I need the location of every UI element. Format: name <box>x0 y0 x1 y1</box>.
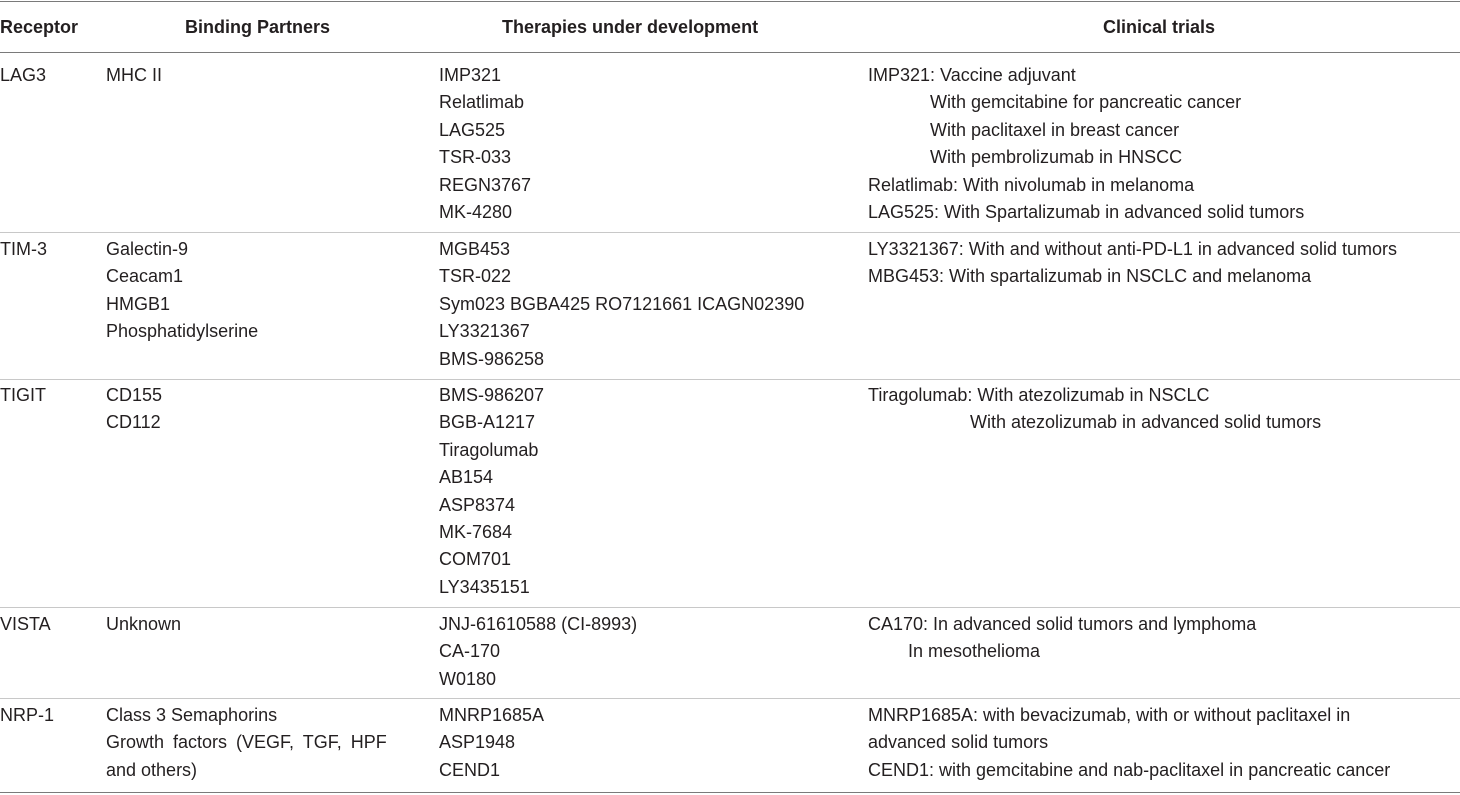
trials-cell: LY3321367: With and without anti-PD-L1 in advanced solid tumors MBG453: With spartalizumab in NSCLC and melanoma <box>868 239 1397 287</box>
header-binding-partners: Binding Partners <box>185 17 331 37</box>
top-rule <box>0 1 1460 2</box>
header-rule <box>0 52 1460 53</box>
row-divider <box>0 232 1460 233</box>
therapies-cell: MNRP1685A ASP1948 CEND1 <box>439 705 545 780</box>
trials-cell: Tiragolumab: With atezolizumab in NSCLC With atezolizumab in advanced solid tumors <box>868 385 1322 433</box>
binding-cell: CD155 CD112 <box>106 385 163 433</box>
receptor-cell: TIGIT <box>0 385 46 405</box>
row-divider <box>0 698 1460 699</box>
trials-cell: MNRP1685A: with bevacizumab, with or without paclitaxel in advanced solid tumors CEND1: with gemcitabine and nab-paclitaxel in pancreatic cancer <box>868 705 1391 780</box>
binding-cell: Galectin-9 Ceacam1 HMGB1 Phosphatidylserine <box>106 239 259 342</box>
therapies-cell: IMP321 Relatlimab LAG525 TSR-033 REGN3767 MK-4280 <box>439 65 532 222</box>
row-divider <box>0 379 1460 380</box>
receptor-cell: TIM-3 <box>0 239 47 259</box>
therapies-cell: MGB453 TSR-022 Sym023 BGBA425 RO7121661 ICAGN02390 LY3321367 BMS-986258 <box>439 239 805 369</box>
trials-cell: CA170: In advanced solid tumors and lymphoma In mesothelioma <box>868 614 1257 662</box>
header-therapies: Therapies under development <box>502 17 759 37</box>
receptor-cell: LAG3 <box>0 65 47 85</box>
receptor-cell: NRP-1 <box>0 705 55 725</box>
trials-cell: IMP321: Vaccine adjuvant With gemcitabine for pancreatic cancer With paclitaxel in breast cancer With pembrolizumab in HNSCC Relatlimab: With nivolumab in melanoma LAG525: With Spartalizumab in advanced solid tumors <box>868 65 1305 222</box>
binding-cell: MHC II <box>106 65 162 85</box>
bottom-rule <box>0 792 1460 793</box>
therapies-cell: JNJ-61610588 (CI-8993) CA-170 W0180 <box>439 614 638 689</box>
receptor-cell: VISTA <box>0 614 51 634</box>
binding-cell: Unknown <box>106 614 182 634</box>
row-divider <box>0 607 1460 608</box>
binding-cell: Class 3 Semaphorins Growth factors (VEGF, TGF, HPF and others) <box>106 705 387 780</box>
header-clinical-trials: Clinical trials <box>1103 17 1216 37</box>
header-receptor: Receptor <box>0 17 79 37</box>
therapies-cell: BMS-986207 BGB-A1217 Tiragolumab AB154 ASP8374 MK-7684 COM701 LY3435151 <box>439 385 545 597</box>
